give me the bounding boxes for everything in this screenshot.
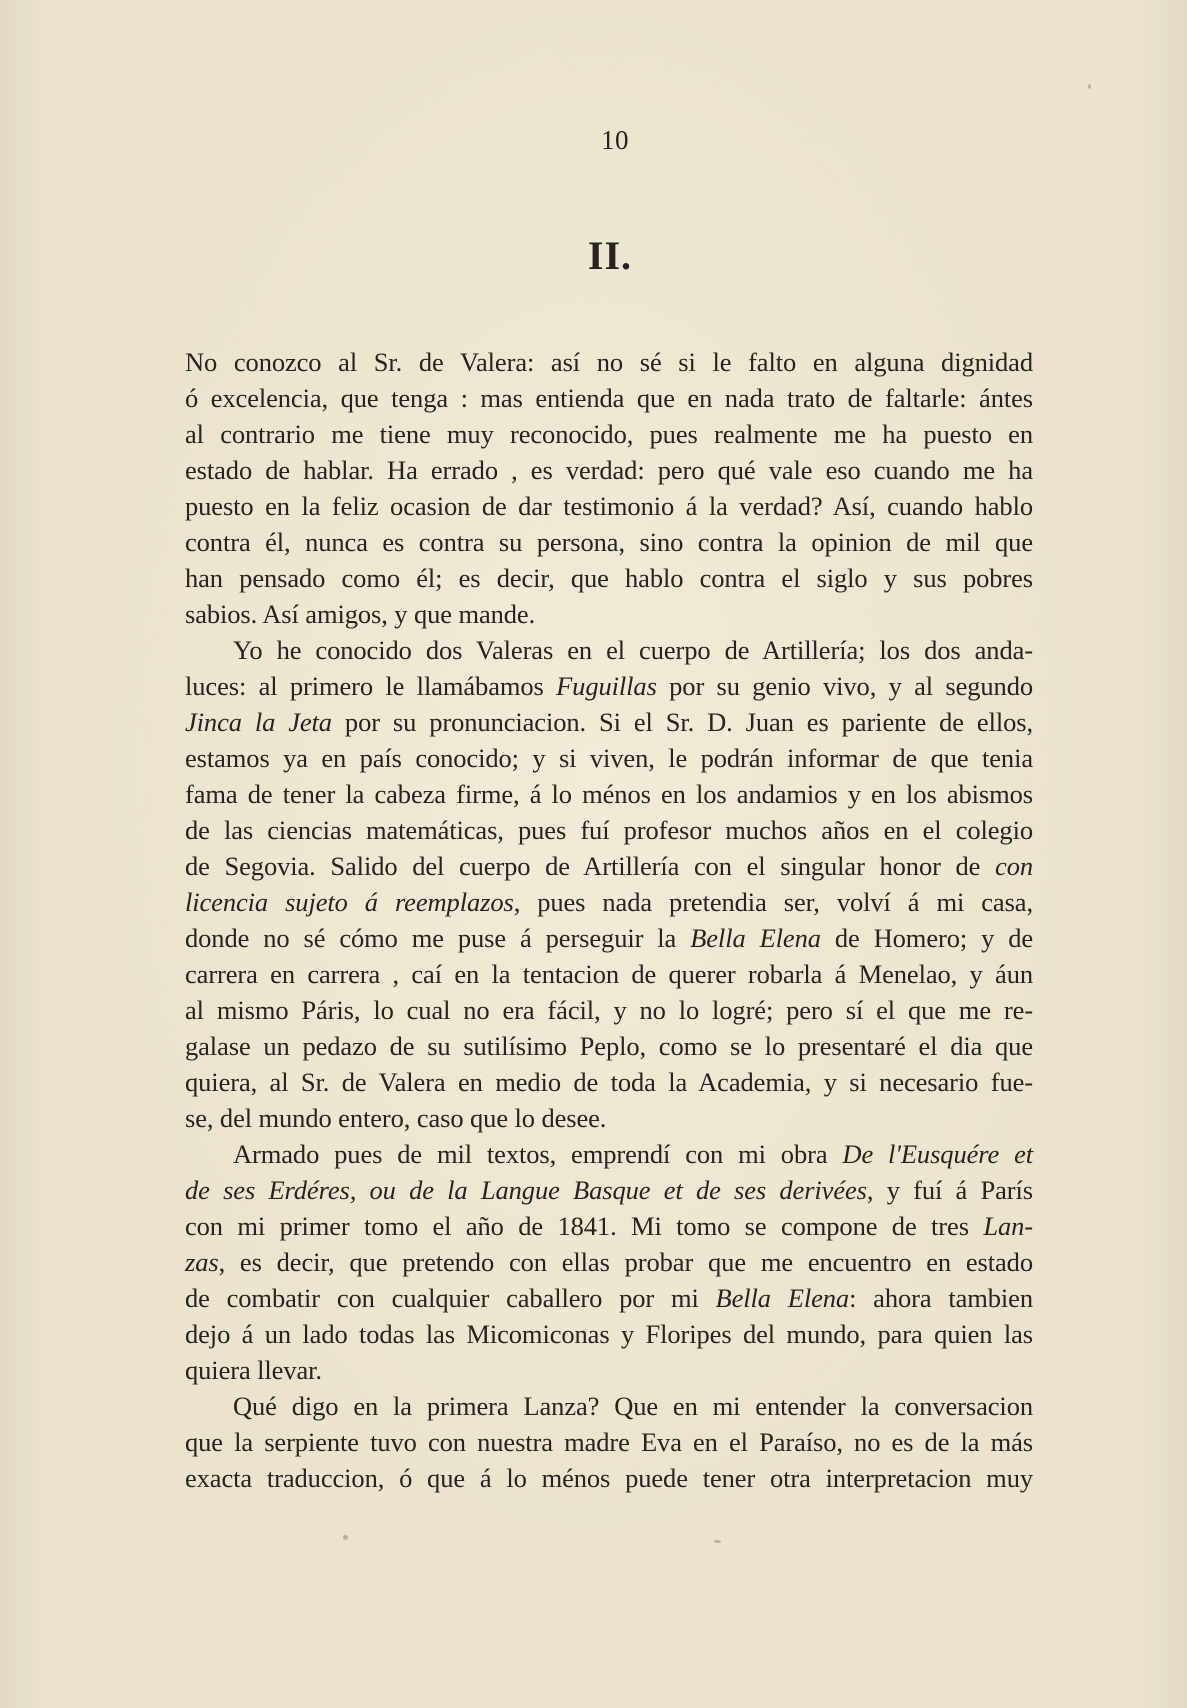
text-run: de combatir con cualquier caballero por mi — [185, 1283, 716, 1313]
paragraph — [185, 344, 1033, 632]
text-run: exacta traduccion, ó que á lo ménos puede tener otra interpretacion muy — [185, 1463, 1033, 1493]
italic-text: De l'Eusquére et — [842, 1139, 1033, 1169]
paper-speck — [1088, 84, 1091, 89]
italic-text: Lan- — [983, 1211, 1033, 1241]
text-run: al contrario me tiene muy reconocido, pues realmente me ha puesto en — [185, 419, 1033, 449]
text-run: fama de tener la cabeza firme, á lo ménos en los andamios y en los abismos — [185, 779, 1033, 809]
text-run: sabios. Así amigos, y que mande. — [185, 599, 536, 629]
text-run: por su pronunciacion. Si el Sr. D. Juan es pariente de ellos, — [331, 707, 1033, 737]
text-line — [185, 1028, 1033, 1064]
text-run: Qué digo en la primera Lanza? Que en mi entender la conversacion — [233, 1391, 1033, 1421]
text-line — [185, 596, 1033, 632]
text-line — [185, 524, 1033, 560]
paper-speck — [714, 1540, 721, 1543]
text-run: quiera llevar. — [185, 1355, 322, 1385]
text-line — [185, 740, 1033, 776]
paragraph — [185, 632, 1033, 1136]
italic-text: Bella Elena — [715, 1283, 850, 1313]
text-run: han pensado como él; es decir, que hablo contra el siglo y sus pobres — [185, 563, 1033, 593]
text-run: de Segovia. Salido del cuerpo de Artillería con el singular honor de — [185, 851, 996, 881]
paragraph — [185, 1388, 1033, 1496]
text-run: contra él, nunca es contra su persona, sino contra la opinion de mil que — [185, 527, 1033, 557]
text-run: estamos ya en país conocido; y si viven, le podrán informar de que tenia — [185, 743, 1033, 773]
text-run: : ahora tambien — [849, 1283, 1033, 1313]
text-line — [185, 1172, 1033, 1208]
text-run: donde no sé cómo me puse á perseguir la — [185, 923, 691, 953]
text-line — [185, 1280, 1033, 1316]
text-line — [185, 1136, 1033, 1172]
text-line — [185, 1244, 1033, 1280]
text-line — [185, 884, 1033, 920]
text-line — [185, 416, 1033, 452]
text-run: , pues nada pretendia ser, volví á mi casa, — [513, 887, 1033, 917]
italic-text: zas — [185, 1247, 219, 1277]
text-line — [185, 704, 1033, 740]
text-line — [185, 776, 1033, 812]
text-run: carrera en carrera , caí en la tentacion de querer robarla á Menelao, y áun — [185, 959, 1033, 989]
text-run: de las ciencias matemáticas, pues fuí profesor muchos años en el colegio — [185, 815, 1033, 845]
text-run: se, del mundo entero, caso que lo desee. — [185, 1103, 607, 1133]
page-number: 10 — [601, 125, 629, 155]
text-run: ó excelencia, que tenga : mas entienda que en nada trato de faltarle: ántes — [185, 383, 1033, 413]
text-line — [185, 668, 1033, 704]
text-run: , y fuí á París — [866, 1175, 1033, 1205]
italic-text: Fuguillas — [556, 671, 657, 701]
text-line — [185, 956, 1033, 992]
text-run: que la serpiente tuvo con nuestra madre Eva en el Paraíso, no es de la más — [185, 1427, 1033, 1457]
text-line — [185, 452, 1033, 488]
text-line — [185, 1316, 1033, 1352]
text-run: estado de hablar. Ha errado , es verdad: pero qué vale eso cuando me ha — [185, 455, 1033, 485]
text-run: , es decir, que pretendo con ellas probar que me encuentro en estado — [218, 1247, 1033, 1277]
text-run: luces: al primero le llamábamos — [185, 671, 557, 701]
text-run: dejo á un lado todas las Micomiconas y Floripes del mundo, para quien las — [185, 1319, 1033, 1349]
text-line — [185, 1460, 1033, 1496]
text-line — [185, 920, 1033, 956]
text-run: puesto en la feliz ocasion de dar testimonio á la verdad? Así, cuando hablo — [185, 491, 1033, 521]
text-run: galase un pedazo de su sutilísimo Peplo, como se lo presentaré el dia que — [185, 1031, 1033, 1061]
text-line — [185, 488, 1033, 524]
text-run: No conozco al Sr. de Valera: así no sé si le falto en alguna dignidad — [185, 347, 1033, 377]
text-run: por su genio vivo, y al segundo — [656, 671, 1034, 701]
body-text — [185, 344, 1033, 1496]
italic-text: licencia sujeto á reemplazos — [185, 887, 514, 917]
chapter-heading: II. — [587, 233, 633, 278]
text-line — [185, 848, 1033, 884]
text-run: de Homero; y de — [820, 923, 1034, 953]
text-line — [185, 1388, 1033, 1424]
text-line — [185, 1064, 1033, 1100]
text-line — [185, 632, 1033, 668]
text-run: quiera, al Sr. de Valera en medio de toda la Academia, y si necesario fue- — [185, 1067, 1033, 1097]
italic-text: con — [995, 851, 1033, 881]
text-line — [185, 1100, 1033, 1136]
text-line — [185, 1352, 1033, 1388]
text-line — [185, 344, 1033, 380]
italic-text: Bella Elena — [690, 923, 821, 953]
text-run: Yo he conocido dos Valeras en el cuerpo de Artillería; los dos anda- — [233, 635, 1033, 665]
italic-text: Jinca la Jeta — [185, 707, 332, 737]
text-line — [185, 560, 1033, 596]
paper-speck — [343, 1535, 348, 1540]
text-line — [185, 812, 1033, 848]
text-run: con mi primer tomo el año de 1841. Mi tomo se compone de tres — [185, 1211, 984, 1241]
text-run: Armado pues de mil textos, emprendí con mi obra — [233, 1139, 843, 1169]
text-line — [185, 1424, 1033, 1460]
text-line — [185, 1208, 1033, 1244]
paragraph — [185, 1136, 1033, 1388]
text-line — [185, 380, 1033, 416]
text-line — [185, 992, 1033, 1028]
text-run: al mismo Páris, lo cual no era fácil, y no lo logré; pero sí el que me re- — [185, 995, 1033, 1025]
italic-text: de ses Erdéres, ou de la Langue Basque et de ses derivées — [185, 1175, 867, 1205]
